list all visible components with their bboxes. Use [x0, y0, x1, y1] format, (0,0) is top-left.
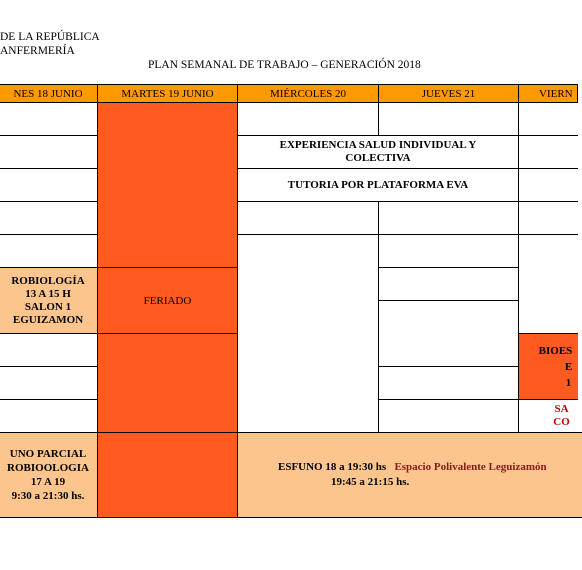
thu-slot-7 [378, 300, 519, 367]
institution-line-1: DE LA REPÚBLICA [0, 31, 100, 43]
monday-slot-8 [0, 366, 98, 400]
wed-slot-1 [237, 102, 379, 136]
monday-slot-2 [0, 135, 98, 169]
experiencia-line-1: EXPERIENCIA SALUD INDIVIDUAL Y [279, 139, 477, 151]
monday-slot-1 [0, 102, 98, 136]
parcial-line-3: 17 A 19 [30, 476, 66, 488]
esfuno-time: ESFUNO 18 a 19:30 hs [278, 461, 387, 473]
parcial-line-1: UNO PARCIAL [9, 448, 87, 460]
micro-line-3: SALON 1 [24, 300, 72, 313]
fri-bioestadistica-block [518, 333, 578, 400]
tuesday-block-top [97, 102, 238, 268]
sa-line-1: SA [554, 403, 569, 415]
tuesday-block-mid [97, 333, 238, 433]
bioes-line-3: 1 [565, 376, 572, 389]
thu-slot-8 [378, 366, 519, 400]
experiencia-line-2: COLECTIVA [345, 152, 411, 164]
micro-line-2: 13 A 15 H [25, 287, 71, 300]
tuesday-feriado: FERIADO [97, 267, 238, 334]
day-header-monday: NES 18 JUNIO [0, 84, 98, 103]
esfuno-block [237, 432, 582, 518]
bioes-line-1: BIOES [538, 344, 573, 357]
bioes-line-2: E [564, 360, 573, 373]
monday-slot-9 [0, 399, 98, 433]
esfuno-line-2: 19:45 a 21:15 hs. [331, 476, 410, 488]
thu-slot-1 [378, 102, 519, 136]
day-header-wednesday: MIÉRCOLES 20 [237, 84, 379, 103]
day-header-thursday: JUEVES 21 [378, 84, 519, 103]
thu-slot-9 [378, 399, 519, 433]
parcial-line-2: ROBIOOLOGIA [7, 462, 89, 474]
monday-slot-5 [0, 234, 98, 268]
monday-slot-3 [0, 168, 98, 202]
micro-line-4: EGUIZAMON [12, 313, 84, 326]
tutoria-cell: TUTORIA POR PLATAFORMA EVA [237, 168, 519, 202]
esfuno-line-1 [278, 460, 547, 475]
fri-slot-2 [518, 135, 578, 169]
fri-slot-3 [518, 168, 578, 202]
parcial-line-4: 9:30 a 21:30 hs. [11, 490, 85, 502]
fri-slot-4 [518, 201, 578, 235]
thu-slot-5 [378, 234, 519, 268]
wed-slot-4 [237, 201, 379, 235]
day-header-friday: VIERN [518, 84, 578, 103]
wed-slot-5 [237, 234, 379, 434]
institution-line-2: ANFERMERÍA [0, 45, 75, 57]
fri-slot-1 [518, 102, 578, 136]
fri-sa-co-cell [518, 399, 578, 433]
sa-line-2: CO [553, 416, 570, 428]
esfuno-place: Espacio Polivalente Leguizamón [394, 461, 547, 473]
tuesday-block-bottom [97, 432, 238, 518]
monday-parcial-block [0, 432, 98, 518]
page-title: PLAN SEMANAL DE TRABAJO – GENERACIÓN 2018 [148, 59, 421, 71]
experiencia-salud-cell [237, 135, 519, 169]
monday-slot-7 [0, 333, 98, 367]
monday-microbiologia-block [0, 267, 98, 334]
thu-slot-6 [378, 267, 519, 301]
monday-slot-4 [0, 201, 98, 235]
thu-slot-4 [378, 201, 519, 235]
day-header-tuesday: MARTES 19 JUNIO [97, 84, 238, 103]
fri-slot-5 [518, 234, 578, 334]
micro-line-1: ROBIOLOGÍA [11, 274, 85, 287]
